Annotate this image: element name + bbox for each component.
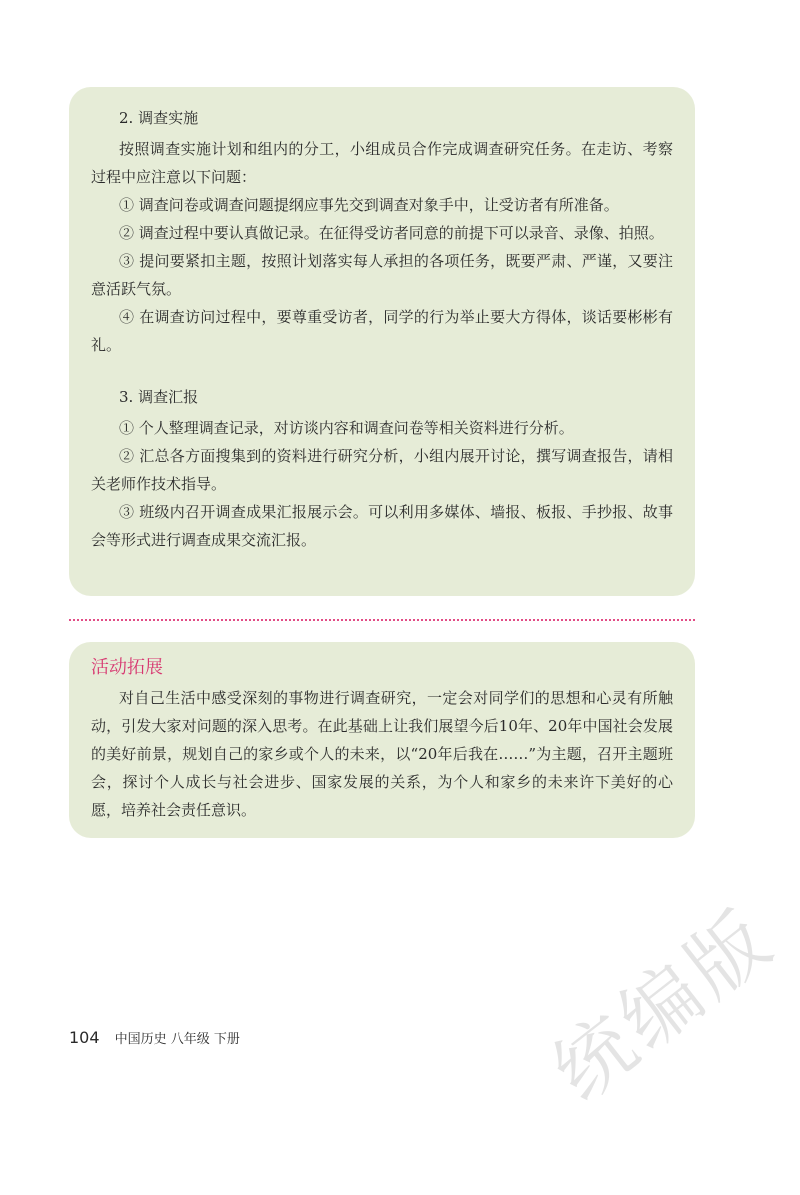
- spacer: [91, 359, 673, 384]
- paragraph: ① 调查问卷或调查问题提纲应事先交到调查对象手中，让受访者有所准备。: [119, 196, 619, 214]
- paragraph: ③ 班级内召开调查成果汇报展示会。可以利用多媒体、墙报、板报、手抄报、故事会等形式进行调查成果交流汇报。: [91, 503, 673, 549]
- page-number: 104: [69, 1028, 100, 1047]
- paragraph: ② 汇总各方面搜集到的资料进行研究分析，小组内展开讨论，撰写调查报告，请相关老师作技术指导。: [91, 447, 673, 493]
- paragraph: ② 调查过程中要认真做记录。在征得受访者同意的前提下可以录音、录像、拍照。: [119, 224, 664, 242]
- paragraph: ③ 提问要紧扣主题，按照计划落实每人承担的各项任务，既要严肃、严谨，又要注意活跃气氛。: [91, 252, 673, 298]
- dotted-divider: [69, 619, 695, 621]
- section-title-implementation: 2. 调查实施: [119, 109, 199, 127]
- paragraph: ④ 在调查访问过程中，要尊重受访者，同学的行为举止要大方得体，谈话要彬彬有礼。: [91, 308, 673, 354]
- page-footer: [69, 1028, 240, 1047]
- extension-paragraph: 对自己生活中感受深刻的事物进行调查研究，一定会对同学们的思想和心灵有所触动，引发大家对问题的深入思考。在此基础上让我们展望今后10年、20年中国社会发展的美好前景，规划自己的家乡或个人的未来，以“20年后我在……”为主题，召开主题班会，探讨个人成长与社会进步、国家发展的关系，为个人和家乡的未来许下美好的心愿，培养社会责任意识。: [91, 689, 673, 819]
- extension-box: [69, 642, 695, 838]
- extension-title: 活动拓展: [91, 657, 163, 678]
- watermark: 统编版: [537, 892, 792, 1119]
- investigation-box: [69, 87, 695, 596]
- section-title-report: 3. 调查汇报: [119, 388, 199, 406]
- book-title: 中国历史 八年级 下册: [114, 1032, 240, 1047]
- paragraph: ① 个人整理调查记录，对访谈内容和调查问卷等相关资料进行分析。: [119, 419, 574, 437]
- paragraph: 按照调查实施计划和组内的分工，小组成员合作完成调查研究任务。在走访、考察过程中应注意以下问题：: [91, 140, 673, 186]
